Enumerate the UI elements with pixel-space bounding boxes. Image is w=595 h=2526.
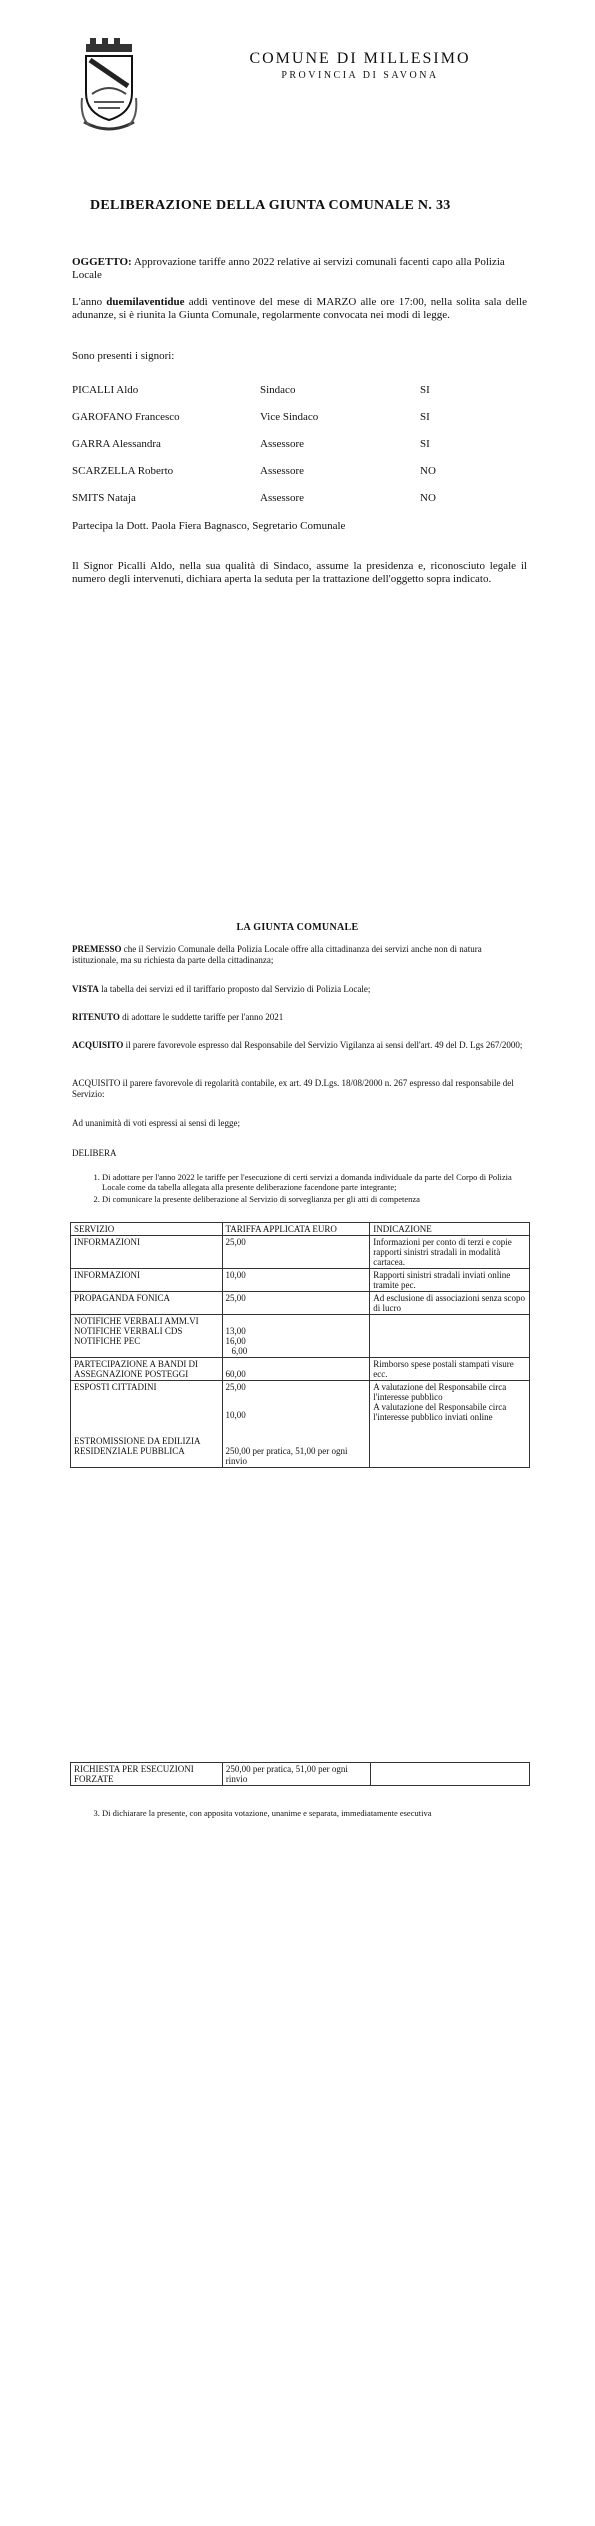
decision-list	[86, 1172, 526, 1206]
present-label: Sono presenti i signori:	[72, 350, 175, 362]
premesso-text: che il Servizio Comunale della Polizia Locale offre alla cittadinanza dei servizi anche non di natura istituzionale, ma su richiesta da parte della cittadinanza;	[72, 944, 482, 965]
attendee-role: Assessore	[260, 465, 304, 477]
attendee-presence: SI	[420, 384, 430, 396]
ritenuto-paragraph	[72, 1012, 527, 1023]
decision-item: 1. Di adottare per l'anno 2022 le tariffe per l'esecuzione di certi servizi a domanda individuale da parte del Corpo di Polizia Locale come da tabella allegata alla presente deliberazione facendone parte integrante;	[102, 1172, 526, 1192]
rate-cell: 25,00	[222, 1292, 370, 1315]
note-cell: Rimborso spese postali stampati visure ecc.	[370, 1358, 530, 1381]
rate-line: 16,00	[225, 1336, 246, 1346]
rate-cell	[222, 1315, 370, 1358]
service-line: NOTIFICHE PEC	[74, 1336, 141, 1346]
note-cell	[371, 1763, 530, 1786]
subject-paragraph	[72, 256, 527, 282]
intro-paragraph	[72, 296, 527, 322]
secretary-text: Partecipa la Dott. Paola Fiera Bagnasco, Segretario Comunale	[72, 520, 346, 532]
note-line: A valutazione del Responsabile circa l'interesse pubblico	[373, 1382, 507, 1402]
municipal-crest-icon	[80, 38, 138, 138]
attendee-name: PICALLI Aldo	[72, 384, 139, 396]
table-header-cell: SERVIZIO	[71, 1223, 223, 1236]
service-cell	[71, 1381, 223, 1468]
table-row	[71, 1358, 530, 1381]
attendee-presence: SI	[420, 411, 430, 423]
service-line: ESPOSTI CITTADINI	[74, 1382, 157, 1392]
note-cell	[370, 1381, 530, 1468]
attendee-role: Sindaco	[260, 384, 296, 396]
note-cell: Rapporti sinistri stradali inviati online tramite pec.	[370, 1269, 530, 1292]
attendee-role: Assessore	[260, 438, 304, 450]
rate-line: 13,00	[225, 1326, 246, 1336]
rate-cell: 250,00 per pratica, 51,00 per ogni rinvio	[222, 1763, 371, 1786]
ritenuto-text: di adottare le suddette tariffe per l'anno 2021	[122, 1012, 284, 1022]
table-header-row	[71, 1223, 530, 1236]
note-line: A valutazione del Responsabile circa l'interesse pubblico inviati online	[373, 1402, 507, 1422]
table-row	[71, 1269, 530, 1292]
tariff-table	[70, 1222, 530, 1468]
rate-line: 6,00	[231, 1346, 248, 1356]
attendee-role: Vice Sindaco	[260, 411, 319, 423]
subject-label: OGGETTO:	[72, 256, 132, 268]
service-line: ESTROMISSIONE DA EDILIZIA RESIDENZIALE PUBBLICA	[74, 1436, 200, 1456]
attendee-role: Assessore	[260, 492, 304, 504]
section-title: LA GIUNTA COMUNALE	[236, 922, 359, 933]
service-line: NOTIFICHE VERBALI AMM.VI	[74, 1316, 199, 1326]
rate-line: 25,00	[225, 1382, 246, 1392]
acquisito-text: il parere favorevole espresso dal Responsabile del Servizio Vigilanza ai sensi dell'art. 49 del D. Lgs 267/2000;	[125, 1040, 523, 1050]
rate-cell: 25,00	[222, 1236, 370, 1269]
attendee-presence: NO	[420, 465, 436, 477]
intro-prefix: L'anno	[72, 296, 103, 308]
service-line: NOTIFICHE VERBALI CDS	[74, 1326, 183, 1336]
subject-text: Approvazione tariffe anno 2022 relative ai servizi comunali facenti capo alla Polizia Locale	[72, 256, 505, 281]
decision-item: 2. Di comunicare la presente deliberazione al Servizio di sorveglianza per gli atti di competenza	[102, 1194, 526, 1204]
rate-line: 10,00	[225, 1410, 246, 1420]
deliberation-title: DELIBERAZIONE DELLA GIUNTA COMUNALE N. 33	[90, 198, 451, 213]
service-line	[74, 1392, 219, 1436]
table-header-cell: INDICAZIONE	[370, 1223, 530, 1236]
note-cell: Informazioni per conto di terzi e copie rapporti sinistri stradali in modalità cartacea.	[370, 1236, 530, 1269]
note-cell	[370, 1315, 530, 1358]
table-row	[71, 1381, 530, 1468]
province-subtitle: PROVINCIA DI SAVONA	[281, 70, 439, 81]
attendee-name: SMITS Nataja	[72, 492, 136, 504]
rate-cell: 10,00	[222, 1269, 370, 1292]
delibera-label: DELIBERA	[72, 1148, 117, 1158]
table-row	[71, 1236, 530, 1269]
service-cell: INFORMAZIONI	[71, 1269, 223, 1292]
municipality-title: COMUNE DI MILLESIMO	[249, 50, 471, 67]
tariff-table-extra	[70, 1762, 530, 1786]
table-row	[71, 1315, 530, 1358]
rate-cell: 60,00	[222, 1358, 370, 1381]
vista-paragraph	[72, 984, 527, 995]
acquisito-paragraph	[72, 1040, 527, 1051]
service-cell: PARTECIPAZIONE A BANDI DI ASSEGNAZIONE POSTEGGI	[71, 1358, 223, 1381]
attendee-presence: SI	[420, 438, 430, 450]
attendee-presence: NO	[420, 492, 436, 504]
acquisito-label: ACQUISITO	[72, 1040, 124, 1050]
service-cell: PROPAGANDA FONICA	[71, 1292, 223, 1315]
service-cell: RICHIESTA PER ESECUZIONI FORZATE	[71, 1763, 223, 1786]
table-row	[71, 1763, 530, 1786]
vista-label: VISTA	[72, 984, 99, 994]
rate-cell	[222, 1381, 370, 1468]
table-header-cell: TARIFFA APPLICATA EURO	[222, 1223, 370, 1236]
attendee-name: SCARZELLA Roberto	[72, 465, 174, 477]
acquisito-accounting-paragraph: ACQUISITO il parere favorevole di regolarità contabile, ex art. 49 D.Lgs. 18/08/2000 n. 267 espresso dal responsabile del Servizio:	[72, 1078, 514, 1099]
attendee-name: GARRA Alessandra	[72, 438, 161, 450]
premesso-paragraph	[72, 944, 527, 966]
ritenuto-label: RITENUTO	[72, 1012, 120, 1022]
vista-text: la tabella dei servizi ed il tariffario proposto dal Servizio di Polizia Locale;	[101, 984, 371, 994]
intro-year: duemilaventidue	[106, 296, 185, 308]
final-decision-list	[86, 1808, 526, 1820]
decision-item: 3. Di dichiarare la presente, con apposita votazione, unanime e separata, immediatamente esecutiva	[102, 1808, 526, 1818]
service-cell	[71, 1315, 223, 1358]
rate-line: 250,00 per pratica, 51,00 per ogni rinvio	[225, 1446, 348, 1466]
chair-paragraph: Il Signor Picalli Aldo, nella sua qualità di Sindaco, assume la presidenza e, riconosciuto legale il numero degli intervenuti, dichiara aperta la seduta per la trattazione dell'oggetto sopra indicato.	[72, 560, 527, 585]
note-cell: Ad esclusione di associazioni senza scopo di lucro	[370, 1292, 530, 1315]
premesso-label: PREMESSO	[72, 944, 122, 954]
service-cell: INFORMAZIONI	[71, 1236, 223, 1269]
table-row	[71, 1292, 530, 1315]
intro-rest: addì ventinove del mese di MARZO alle ore 17:00, nella solita sala delle adunanze, si è riunita la Giunta Comunale, regolarmente convocata nei modi di legge.	[72, 296, 527, 321]
votes-paragraph: Ad unanimità di voti espressi ai sensi di legge;	[72, 1118, 240, 1128]
attendee-name: GAROFANO Francesco	[72, 411, 180, 423]
